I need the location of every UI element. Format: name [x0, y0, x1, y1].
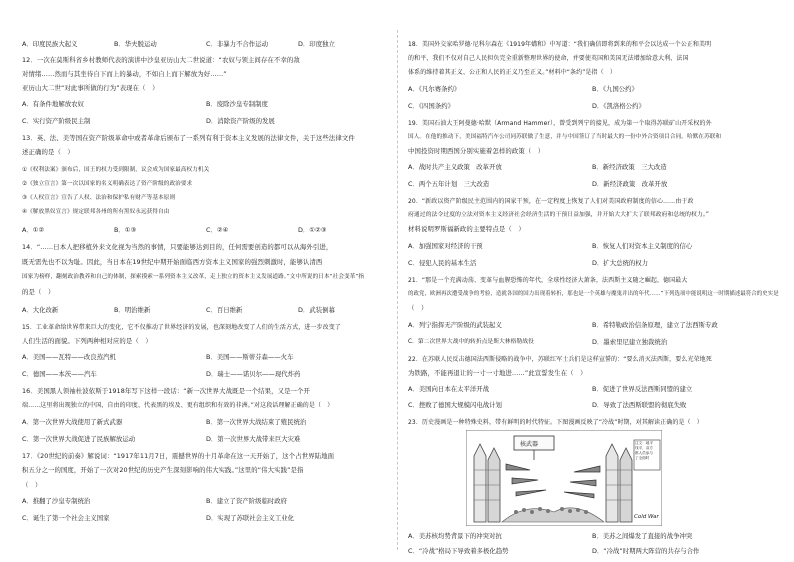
- q15-option-a[interactable]: A．美国——瓦特——改良蒸汽机: [22, 353, 116, 361]
- question-text: 的政党，欧洲再次遭受战争的考验，造就各国的国力出现着转折，那也是一个英雄与魔鬼并出的年代……”下列选项中能说明这一时期描述最符合的史实是: [408, 291, 779, 297]
- q17-option-b[interactable]: B．建立了资产阶级临时政府: [206, 497, 288, 505]
- question-text: 材料说明罗斯福新政的主要特点是（ ）: [408, 225, 525, 233]
- question-text: 亚历山大二世“对此事所做的行为”表现在（ ）: [22, 84, 159, 92]
- q14-option-a[interactable]: A．大化改新: [22, 306, 59, 314]
- q18-option-b[interactable]: B．《九国公约》: [592, 85, 638, 93]
- question-text: （ ）: [408, 304, 428, 312]
- q18-option-c[interactable]: C．《四国条约》: [408, 102, 454, 110]
- question-text: 端……这里将出现独立的中国，自由的印度、代表黑的埃及、更有组织和有效的非洲。”对这段话理解正确的是（ ）: [22, 402, 334, 409]
- question-text: 的是（ ）: [22, 288, 55, 296]
- question-text: 18．美国外交家哈罗德·尼科尔森在《1919年媾和》中写道：“我们确信即将到来的和平会以达成一个公正和美明: [408, 41, 712, 48]
- question-text: 国家为榜样，翻刻政治教养和自己的体制，探索摸索一系列资本主义改革，走上独立的资本主义发展道路。”文中所说的日本“社会变革”指: [22, 274, 365, 280]
- question-text: 体系的维持着其正义、公正和人民的正义乃至正义。”材料中“条约”是指（ ）: [408, 69, 616, 76]
- q16-option-c[interactable]: C．第一次世界大战促进了民族解放运动: [22, 435, 136, 443]
- q22-option-a[interactable]: A．美国向日本在太平洋开战: [408, 385, 490, 393]
- question-text: 19．美国石油大王阿曼德·哈默（Armand Hammer），曾受到列宁的接见，成为第一个取得苏联矿山开采权的外: [408, 120, 712, 127]
- q15-option-b[interactable]: B．美国——斯蒂芬森——火车: [206, 353, 294, 361]
- q22-option-c[interactable]: C．挫败了德国大规模闪电战计划: [408, 401, 502, 409]
- question-text: 14．“……日本人把移植外来文化视为当然的事情，只要能够达到目的，任何需要创造的都可以从海外引进，: [22, 243, 333, 251]
- statement-item: ④《解放黑奴宣言》规定联邦各州的所有黑奴永远获得自由: [22, 209, 170, 215]
- q20-option-a[interactable]: A．加强国家对经济的干预: [408, 242, 483, 250]
- statement-item: ②《独立宣言》第一次以国家的名义明确表达了资产阶级的政治要求: [22, 181, 193, 187]
- question-text: 的和平，我们不仅对自己人民担负完全重新整理世界的使命，并要使英国和美国无法增加给意大利、法国: [408, 55, 689, 62]
- q22-option-b[interactable]: B．促进了世界反法西斯同盟的建立: [592, 385, 693, 393]
- question-23-text: 23．历史漫画是一种特殊史料，带有鲜明的时代特征。下图漫画反映了“冷战”时期，对其解读正确的是（ ）: [408, 419, 703, 426]
- q23-option-b[interactable]: B．美苏之间爆发了直接的战争冲突: [592, 532, 693, 540]
- question-text: 积五分之一的国度，开始了一次对20世纪的历史产生深刻影响的伟大实践。”这里的“伟大实践”是指: [22, 466, 304, 474]
- q15-option-c[interactable]: C．德国——本茨——汽车: [22, 370, 97, 378]
- q13-option-a[interactable]: A．①②: [22, 226, 45, 234]
- question-text: 15．工业革命给世界带来巨大的变化，它不仅推动了世界经济的发展，也深刻地改变了人们的生活方式，进一步改变了: [22, 324, 341, 331]
- q16-option-a[interactable]: A．第一次世界大战使用了新式武器: [22, 418, 123, 426]
- question-text: 22．在苏联人民反击德国法西斯侵略的战争中，苏联红军士兵们是这样宣誓的：“要么消灭法西斯，要么光荣地死: [408, 356, 712, 363]
- q23-option-c[interactable]: C．“冷战”格局下导致着多极化趋势: [408, 547, 509, 555]
- q21-option-c[interactable]: C．第二次世界大战中的转折点是斯大林格勒战役: [408, 339, 534, 345]
- question-text: 17．《20世纪的前奏》解说词：“1917年11月7日，震撼世界的十月革命在这一天开始了，这个占世界陆地面: [22, 452, 335, 460]
- q18-option-d[interactable]: D．《凯洛格公约》: [592, 102, 645, 110]
- question-text: 人们生活的面貌。下列两种相对应的是（ ）: [22, 337, 152, 345]
- question-text: 中国投资时期西国分别实施着怎样的政策（ ）: [408, 147, 545, 155]
- q11-option-c[interactable]: C．非暴力不合作运动: [206, 40, 268, 48]
- q19-option-d[interactable]: D．新经济政策 改革开放: [592, 180, 668, 188]
- question-text: 13．英、法、美等国在资产阶级革命中或者革命后颁布了一系列有利于资本主义发展的法律文件，关于这些法律文件: [22, 134, 355, 142]
- question-text: 府通过的法令过度的立法对资本主义经济社会经济生活的干预日益加强，并开始大大扩大了联邦政府和总统的权力。”: [408, 212, 709, 218]
- q11-option-a[interactable]: A．印度民族大起义: [22, 40, 78, 48]
- q11-option-d[interactable]: D．印度独立: [298, 40, 335, 48]
- q16-option-b[interactable]: B．第一次世界大战结束了殖民统治: [206, 418, 307, 426]
- q20-option-c[interactable]: C．侵犯人民的基本生活: [408, 259, 477, 267]
- cold-war-cartoon: [466, 430, 662, 526]
- cartoon-sign-label: 核武器: [520, 441, 539, 448]
- q23-option-d[interactable]: D．“冷战”时期两大阵营的共存与合作: [592, 547, 700, 555]
- q21-option-d[interactable]: D．墨索里尼建立独裁统治: [592, 338, 668, 346]
- q14-option-d[interactable]: D．武装倒幕: [298, 306, 335, 314]
- question-text: 对情绪……然而与其坐待自下而上的暴动，不如自上而下解放为好……”: [22, 70, 227, 78]
- statement-item: ③《人权宣言》宣告了人权、法治和保护私有财产等基本原则: [22, 195, 176, 201]
- question-text: 既无需先也不以为耻。因此，当日本在19世纪中期开始面临西方资本主义国家的强烈刺激时，能够认清西: [22, 258, 323, 266]
- q13-option-b[interactable]: B．①③: [114, 226, 137, 234]
- question-text: 21．“那是一个充满动荡、变革与血腥恐怖的年代，全球性经济大萧条，法西斯主义随之崛起，德国最大: [408, 277, 688, 284]
- question-text: （ ）: [22, 481, 42, 489]
- q13-option-d[interactable]: D．①②③: [298, 226, 327, 234]
- column-divider: [397, 30, 398, 550]
- q20-option-d[interactable]: D．扩大总统的权力: [592, 259, 649, 267]
- q17-option-d[interactable]: D．实现了苏联社会主义工业化: [206, 514, 294, 522]
- q11-option-b[interactable]: B．华夫脱运动: [114, 40, 157, 48]
- cartoon-illustration: [466, 430, 662, 526]
- q19-option-b[interactable]: B．新经济政策 三大改造: [592, 163, 667, 171]
- question-text: 为铁路，不能再退让的一寸一寸地进……”此宣誓发生在（ ）: [408, 369, 587, 377]
- q13-option-c[interactable]: C．②④: [206, 226, 229, 234]
- statement-item: ①《权利法案》颁布后，国王的权力受到限制，议会成为国家最高权力机关: [22, 167, 210, 173]
- q19-option-c[interactable]: C．两个五年计划 三大改造: [408, 180, 490, 188]
- q18-option-a[interactable]: A．《凡尔赛条约》: [408, 85, 461, 93]
- q12-option-b[interactable]: B．废除沙皇专制制度: [206, 100, 268, 108]
- question-text: 述正确的是（ ）: [22, 148, 74, 156]
- question-text: 16．美国黑人领袖杜波依斯于1918年写下这样一段话：“新一次世界大战既是一个结果，又是一个开: [22, 387, 311, 395]
- q17-option-a[interactable]: A．推翻了沙皇专制统治: [22, 497, 91, 505]
- q15-option-d[interactable]: D．瑞士——诺贝尔——现代炸药: [206, 370, 301, 378]
- question-text: 国人。在他的推动下，美国福特汽车公司同苏联做了生意，并与中国签订了当时最大的一份中外合资项目合同。哈默在苏联和: [408, 134, 722, 140]
- question-text: 20．“新政以资产阶级民主范围内的国家干预，在一定程度上恢复了人们对美国政府制度的信心……由于政: [408, 198, 694, 205]
- q21-option-b[interactable]: B．希特勒政治信条原理，建立了法西斯专政: [592, 321, 718, 329]
- q21-option-a[interactable]: A．列宁指挥无产阶级的武装起义: [408, 321, 502, 329]
- q12-option-c[interactable]: C．实行资产阶级民主制: [22, 117, 91, 125]
- q14-option-c[interactable]: C．百日维新: [206, 306, 243, 314]
- cartoon-caption: Cold War: [634, 514, 659, 520]
- q19-option-a[interactable]: A．战时共产主义政策 改革开放: [408, 163, 502, 171]
- q12-option-a[interactable]: A．有条件地解放农奴: [22, 100, 84, 108]
- q17-option-c[interactable]: C．诞生了第一个社会主义国家: [22, 514, 110, 522]
- q23-option-a[interactable]: A．美苏核均势背景下的冲突对抗: [408, 532, 502, 540]
- cartoon-caption-box: 注文：地平 线平，双方 都人员参与 了全面时: [635, 441, 653, 460]
- q20-option-b[interactable]: B．恢复人们对资本主义制度的信心: [592, 242, 693, 250]
- q12-option-d[interactable]: D．消除资产阶级的发展: [206, 117, 275, 125]
- q16-option-d[interactable]: D．第一次世界大战带来巨大灾难: [206, 435, 301, 443]
- q14-option-b[interactable]: B．明治维新: [114, 306, 151, 314]
- q22-option-d[interactable]: D．导致了法西斯联盟的彻底失败: [592, 401, 687, 409]
- question-text: 12．一次在莫斯科省乡村教师代表的演讲中沙皇亚历山大二世说道：“农奴与领主间存在不幸的敌: [22, 56, 300, 64]
